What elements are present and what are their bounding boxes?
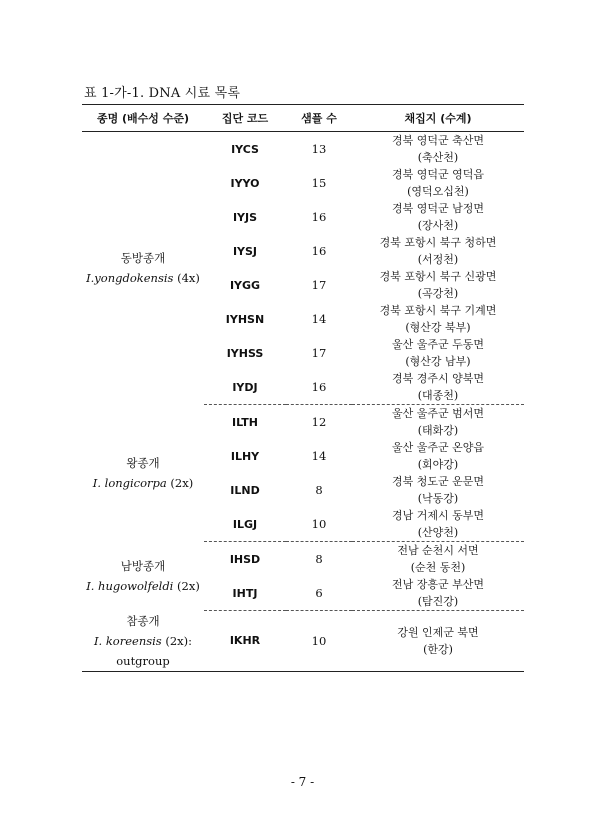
river-system: (산양천) [417,526,459,539]
river-system: (대종천) [417,389,459,402]
population-code: ILND [230,483,260,497]
population-code: IYJS [232,210,258,224]
collection-site: 경북 영덕군 영덕읍 [391,168,484,181]
river-system: (순천 동천) [410,561,466,574]
river-system: (장사천) [417,219,459,232]
species-korean-name: 동방종개 [120,251,166,266]
river-system: (축산천) [417,151,459,164]
species-scientific-name: I. koreensis [93,633,162,648]
sample-count: 6 [286,576,352,611]
river-system: (탐진강) [417,595,459,608]
dna-sample-table [82,104,524,672]
river-system: (태화강) [417,424,459,437]
table-row [82,611,524,672]
collection-site-cell [352,542,524,577]
river-system: (형산강 북부) [405,321,471,334]
sample-count: 13 [311,142,327,156]
population-code: ILTH [232,415,258,429]
table-body [82,132,524,672]
river-system: (곡강천) [417,287,459,300]
collection-site: 경북 포항시 북구 기계면 [379,304,497,317]
population-code: IYCS [231,142,259,156]
header-samples: 샘플 수 [286,105,352,132]
river-system: (영덕오십천) [407,185,469,198]
sample-count: 8 [315,552,323,566]
collection-site-cell [352,166,524,200]
sample-count: 17 [311,278,327,292]
species-scientific-name: I. longicorpa [92,476,167,490]
collection-site: 경북 청도군 운문면 [391,475,484,488]
river-system: (낙동강) [417,492,459,505]
population-code: IHTJ [204,576,286,611]
sample-count: 16 [311,210,327,224]
collection-site: 강원 인제군 북면 [397,625,479,639]
river-system: (한강) [423,642,453,656]
sample-count: 12 [311,415,327,429]
species-scientific-name: I.yongdokensis [86,271,174,286]
collection-site-cell [352,576,524,611]
sample-count: 15 [311,176,327,190]
collection-site: 경남 거제시 동부면 [391,509,484,522]
species-cell [82,132,204,405]
collection-site-cell [352,302,524,336]
population-code: IYGG [229,278,261,292]
collection-site-cell [352,132,524,167]
table-row [82,405,524,440]
ploidy-level: (2x) [173,579,200,593]
population-code: IYHSN [225,312,265,326]
collection-site-cell [352,439,524,473]
species-korean-name: 남방종개 [120,559,166,573]
collection-site-cell [352,611,524,672]
river-system: (형산강 남부) [405,355,471,368]
sample-count: 10 [286,611,352,672]
sample-count: 10 [286,507,352,542]
collection-site: 경북 영덕군 축산면 [391,134,484,147]
collection-site: 경북 영덕군 남정면 [391,202,484,215]
ploidy-level: (4x) [173,271,200,286]
collection-site-cell [352,336,524,370]
header-code: 집단 코드 [204,105,286,132]
ploidy-level: (2x) [166,476,194,490]
population-code: IYYO [230,176,260,190]
sample-count: 16 [311,244,327,258]
ploidy-level: (2x): [161,633,193,648]
collection-site-cell [352,405,524,440]
page-number: - 7 - [290,775,315,789]
table-header-row [82,105,524,132]
collection-site: 전남 장흥군 부산면 [391,578,484,591]
population-code: IKHR [204,611,286,672]
species-note: outgroup [116,653,170,668]
table-row [82,132,524,167]
collection-site: 경북 경주시 양북면 [391,372,484,385]
population-code: ILHY [230,449,260,463]
species-cell [82,611,204,672]
collection-site: 경북 포항시 북구 청하면 [379,236,497,249]
sample-count: 17 [311,346,327,360]
table-caption: 표 1-가-1. DNA 시료 목록 [84,86,241,101]
collection-site: 울산 울주군 온양읍 [391,441,484,454]
header-species: 종명 (배수성 수준) [82,105,204,132]
collection-site-cell [352,268,524,302]
sample-count: 8 [315,483,323,497]
population-code: IYHSS [226,346,264,360]
collection-site-cell [352,507,524,542]
header-site: 채집지 (수계) [352,105,524,132]
population-code: IHSD [229,552,261,566]
species-cell [82,405,204,542]
collection-site-cell [352,370,524,405]
species-cell [82,542,204,611]
sample-count: 16 [286,370,352,405]
species-korean-name: 왕종개 [126,456,160,470]
collection-site-cell [352,473,524,507]
species-korean-name: 참종개 [126,613,160,628]
collection-site-cell [352,234,524,268]
sample-count: 14 [311,449,327,463]
collection-site: 전남 순천시 서면 [397,544,479,557]
population-code: ILGJ [204,507,286,542]
species-scientific-name: I. hugowolfeldi [86,579,174,593]
collection-site: 경북 포항시 북구 신광면 [379,270,497,283]
population-code: IYSJ [232,244,258,258]
sample-count: 14 [311,312,327,326]
collection-site: 울산 울주군 두동면 [391,338,484,351]
collection-site-cell [352,200,524,234]
river-system: (회야강) [417,458,459,471]
collection-site: 울산 울주군 범서면 [391,407,484,420]
river-system: (서정천) [417,253,459,266]
table-row [82,542,524,577]
population-code: IYDJ [204,370,286,405]
